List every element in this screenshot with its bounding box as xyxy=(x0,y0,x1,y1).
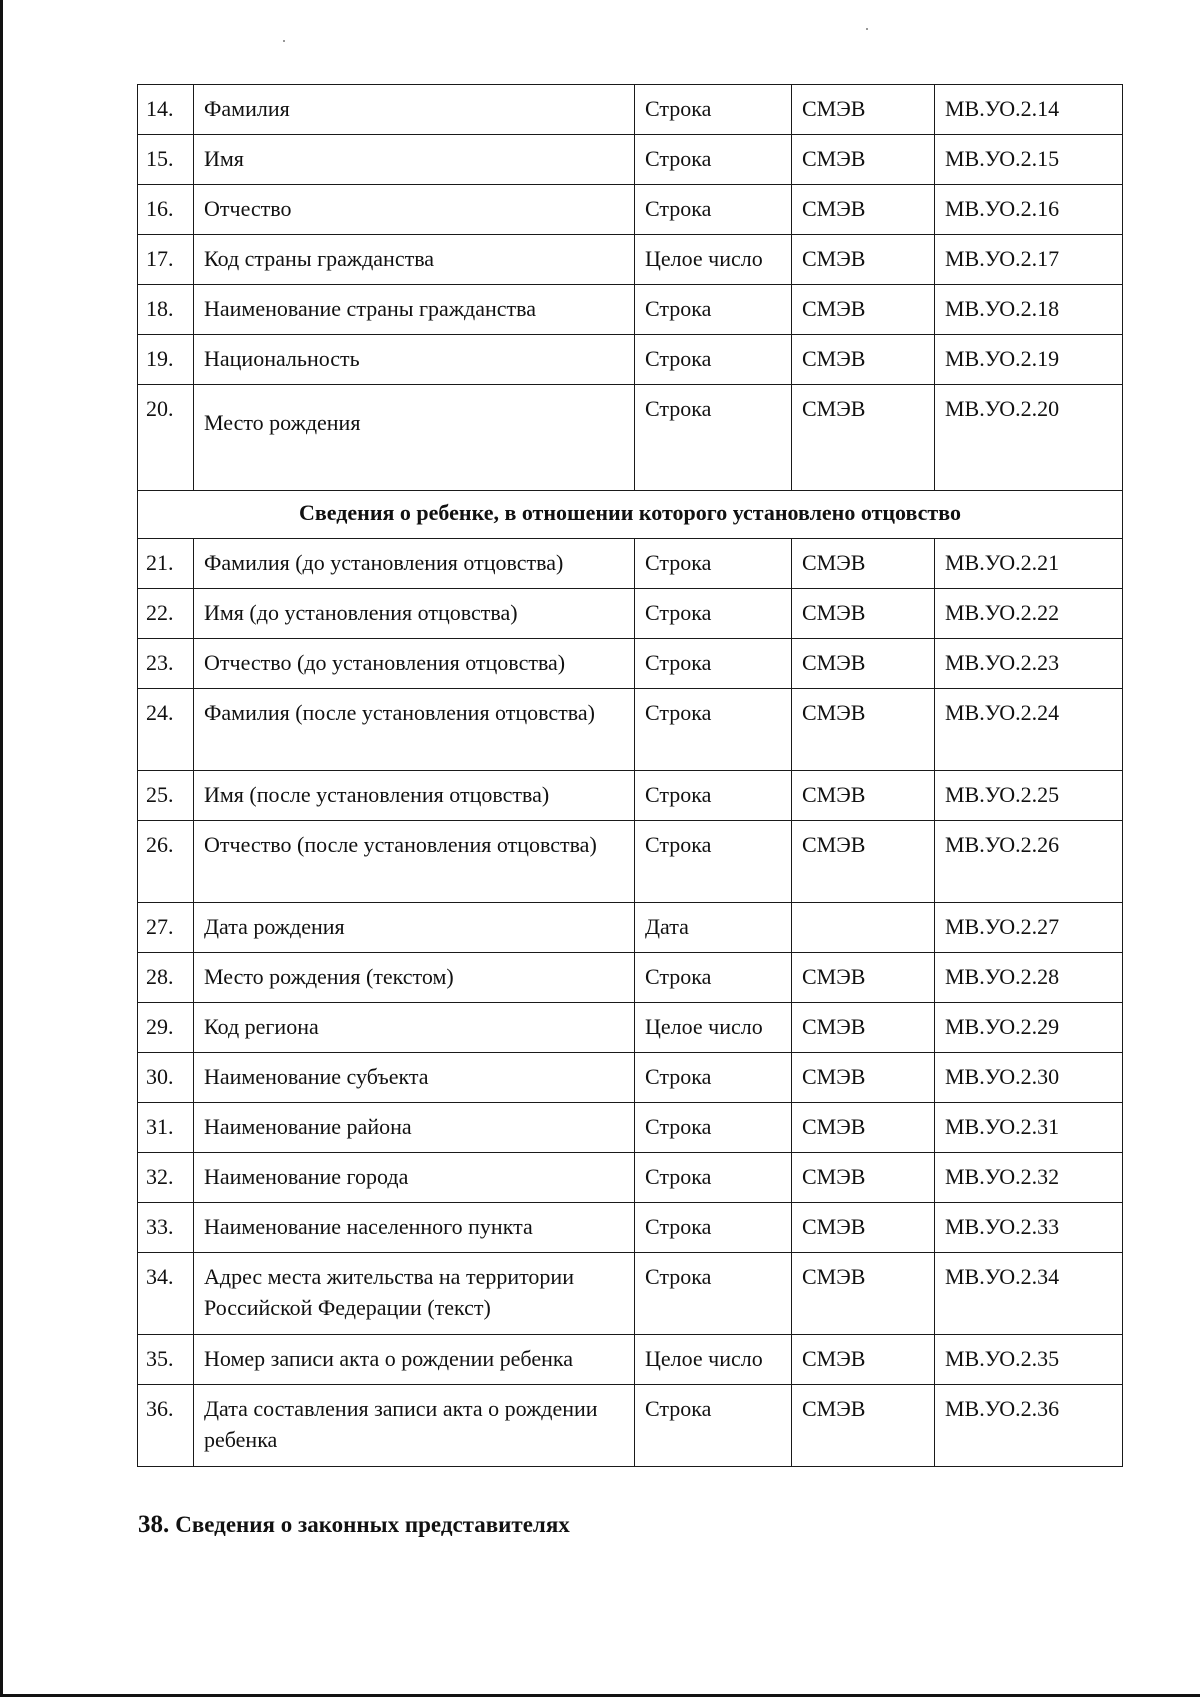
field-name: Адрес места жительства на территории Российской Федерации (текст) xyxy=(194,1253,635,1335)
field-source xyxy=(792,903,935,953)
field-source: СМЭВ xyxy=(792,771,935,821)
field-name: Отчество xyxy=(194,185,635,235)
field-code: МВ.УО.2.19 xyxy=(935,335,1123,385)
field-name: Имя (до установления отцовства) xyxy=(194,589,635,639)
field-source: СМЭВ xyxy=(792,953,935,1003)
table-row xyxy=(138,1103,1123,1153)
field-code: МВ.УО.2.17 xyxy=(935,235,1123,285)
section-heading xyxy=(138,1511,570,1539)
table-row xyxy=(138,135,1123,185)
field-type: Строка xyxy=(635,135,792,185)
field-type: Строка xyxy=(635,639,792,689)
row-number: 36. xyxy=(138,1385,194,1467)
field-type: Строка xyxy=(635,1203,792,1253)
row-number: 28. xyxy=(138,953,194,1003)
field-type: Строка xyxy=(635,385,792,491)
field-code: МВ.УО.2.18 xyxy=(935,285,1123,335)
field-type: Строка xyxy=(635,85,792,135)
table-row xyxy=(138,1203,1123,1253)
table-row xyxy=(138,385,1123,491)
row-number: 31. xyxy=(138,1103,194,1153)
field-code: МВ.УО.2.31 xyxy=(935,1103,1123,1153)
field-code: МВ.УО.2.36 xyxy=(935,1385,1123,1467)
table-row xyxy=(138,1153,1123,1203)
field-source: СМЭВ xyxy=(792,1335,935,1385)
field-name: Фамилия (до установления отцовства) xyxy=(194,539,635,589)
field-source: СМЭВ xyxy=(792,185,935,235)
table-row xyxy=(138,821,1123,903)
table-row xyxy=(138,1003,1123,1053)
field-name: Номер записи акта о рождении ребенка xyxy=(194,1335,635,1385)
field-name: Отчество (после установления отцовства) xyxy=(194,821,635,903)
field-type: Строка xyxy=(635,185,792,235)
field-type: Строка xyxy=(635,539,792,589)
field-name: Наименование населенного пункта xyxy=(194,1203,635,1253)
table-row xyxy=(138,185,1123,235)
field-name: Наименование страны гражданства xyxy=(194,285,635,335)
row-number: 20. xyxy=(138,385,194,491)
field-source: СМЭВ xyxy=(792,821,935,903)
field-type: Строка xyxy=(635,771,792,821)
table-row xyxy=(138,953,1123,1003)
field-name: Отчество (до установления отцовства) xyxy=(194,639,635,689)
row-number: 15. xyxy=(138,135,194,185)
field-type: Целое число xyxy=(635,1335,792,1385)
field-source: СМЭВ xyxy=(792,1103,935,1153)
field-code: МВ.УО.2.21 xyxy=(935,539,1123,589)
table-row xyxy=(138,771,1123,821)
field-code: МВ.УО.2.32 xyxy=(935,1153,1123,1203)
table-row xyxy=(138,589,1123,639)
row-number: 14. xyxy=(138,85,194,135)
field-code: МВ.УО.2.33 xyxy=(935,1203,1123,1253)
section-title: Сведения о ребенке, в отношении которого установлено отцовство xyxy=(138,491,1123,539)
field-code: МВ.УО.2.28 xyxy=(935,953,1123,1003)
field-type: Целое число xyxy=(635,235,792,285)
field-code: МВ.УО.2.35 xyxy=(935,1335,1123,1385)
field-name: Код региона xyxy=(194,1003,635,1053)
field-type: Строка xyxy=(635,589,792,639)
field-source: СМЭВ xyxy=(792,589,935,639)
page-border-left xyxy=(0,0,3,1697)
field-source: СМЭВ xyxy=(792,385,935,491)
field-name: Имя xyxy=(194,135,635,185)
section-heading-number: 38. xyxy=(138,1511,170,1538)
row-number: 27. xyxy=(138,903,194,953)
field-source: СМЭВ xyxy=(792,1003,935,1053)
row-number: 34. xyxy=(138,1253,194,1335)
field-type: Строка xyxy=(635,689,792,771)
field-source: СМЭВ xyxy=(792,1153,935,1203)
row-number: 21. xyxy=(138,539,194,589)
field-name: Фамилия (после установления отцовства) xyxy=(194,689,635,771)
field-code: МВ.УО.2.30 xyxy=(935,1053,1123,1103)
field-name: Место рождения xyxy=(194,385,635,491)
field-code: МВ.УО.2.25 xyxy=(935,771,1123,821)
row-number: 35. xyxy=(138,1335,194,1385)
field-code: МВ.УО.2.26 xyxy=(935,821,1123,903)
field-name: Наименование района xyxy=(194,1103,635,1153)
row-number: 19. xyxy=(138,335,194,385)
field-code: МВ.УО.2.22 xyxy=(935,589,1123,639)
field-name: Дата составления записи акта о рождении ребенка xyxy=(194,1385,635,1467)
field-name: Место рождения (текстом) xyxy=(194,953,635,1003)
row-number: 33. xyxy=(138,1203,194,1253)
section-header-row xyxy=(138,491,1123,539)
row-number: 18. xyxy=(138,285,194,335)
field-type: Строка xyxy=(635,285,792,335)
field-source: СМЭВ xyxy=(792,335,935,385)
table-row xyxy=(138,1253,1123,1335)
row-number: 22. xyxy=(138,589,194,639)
field-source: СМЭВ xyxy=(792,85,935,135)
field-source: СМЭВ xyxy=(792,285,935,335)
field-code: МВ.УО.2.23 xyxy=(935,639,1123,689)
field-source: СМЭВ xyxy=(792,539,935,589)
row-number: 23. xyxy=(138,639,194,689)
field-name: Наименование субъекта xyxy=(194,1053,635,1103)
field-name: Имя (после установления отцовства) xyxy=(194,771,635,821)
table-row xyxy=(138,539,1123,589)
field-type: Строка xyxy=(635,1253,792,1335)
field-source: СМЭВ xyxy=(792,1385,935,1467)
row-number: 32. xyxy=(138,1153,194,1203)
field-source: СМЭВ xyxy=(792,1053,935,1103)
row-number: 29. xyxy=(138,1003,194,1053)
row-number: 16. xyxy=(138,185,194,235)
field-type: Строка xyxy=(635,1053,792,1103)
field-source: СМЭВ xyxy=(792,639,935,689)
field-type: Дата xyxy=(635,903,792,953)
field-source: СМЭВ xyxy=(792,235,935,285)
table-row xyxy=(138,235,1123,285)
field-code: МВ.УО.2.24 xyxy=(935,689,1123,771)
field-type: Строка xyxy=(635,1103,792,1153)
field-code: МВ.УО.2.14 xyxy=(935,85,1123,135)
field-type: Строка xyxy=(635,1153,792,1203)
table-row xyxy=(138,1385,1123,1467)
scan-speck xyxy=(283,40,285,42)
field-code: МВ.УО.2.34 xyxy=(935,1253,1123,1335)
table-row xyxy=(138,1053,1123,1103)
field-name: Фамилия xyxy=(194,85,635,135)
field-type: Строка xyxy=(635,953,792,1003)
table-row xyxy=(138,903,1123,953)
field-source: СМЭВ xyxy=(792,1203,935,1253)
field-source: СМЭВ xyxy=(792,689,935,771)
row-number: 26. xyxy=(138,821,194,903)
field-code: МВ.УО.2.20 xyxy=(935,385,1123,491)
row-number: 24. xyxy=(138,689,194,771)
row-number: 17. xyxy=(138,235,194,285)
field-code: МВ.УО.2.15 xyxy=(935,135,1123,185)
field-code: МВ.УО.2.16 xyxy=(935,185,1123,235)
field-name: Код страны гражданства xyxy=(194,235,635,285)
table-row xyxy=(138,85,1123,135)
field-name: Национальность xyxy=(194,335,635,385)
field-type: Строка xyxy=(635,821,792,903)
field-code: МВ.УО.2.29 xyxy=(935,1003,1123,1053)
field-type: Строка xyxy=(635,1385,792,1467)
field-code: МВ.УО.2.27 xyxy=(935,903,1123,953)
data-fields-table xyxy=(137,84,1123,1467)
row-number: 25. xyxy=(138,771,194,821)
scan-speck xyxy=(866,28,868,30)
section-heading-text: Сведения о законных представителях xyxy=(175,1512,570,1537)
field-name: Дата рождения xyxy=(194,903,635,953)
table-row xyxy=(138,1335,1123,1385)
table-row xyxy=(138,335,1123,385)
field-name: Наименование города xyxy=(194,1153,635,1203)
field-source: СМЭВ xyxy=(792,135,935,185)
field-source: СМЭВ xyxy=(792,1253,935,1335)
field-type: Строка xyxy=(635,335,792,385)
table-row xyxy=(138,689,1123,771)
field-type: Целое число xyxy=(635,1003,792,1053)
table-row xyxy=(138,639,1123,689)
table-row xyxy=(138,285,1123,335)
row-number: 30. xyxy=(138,1053,194,1103)
